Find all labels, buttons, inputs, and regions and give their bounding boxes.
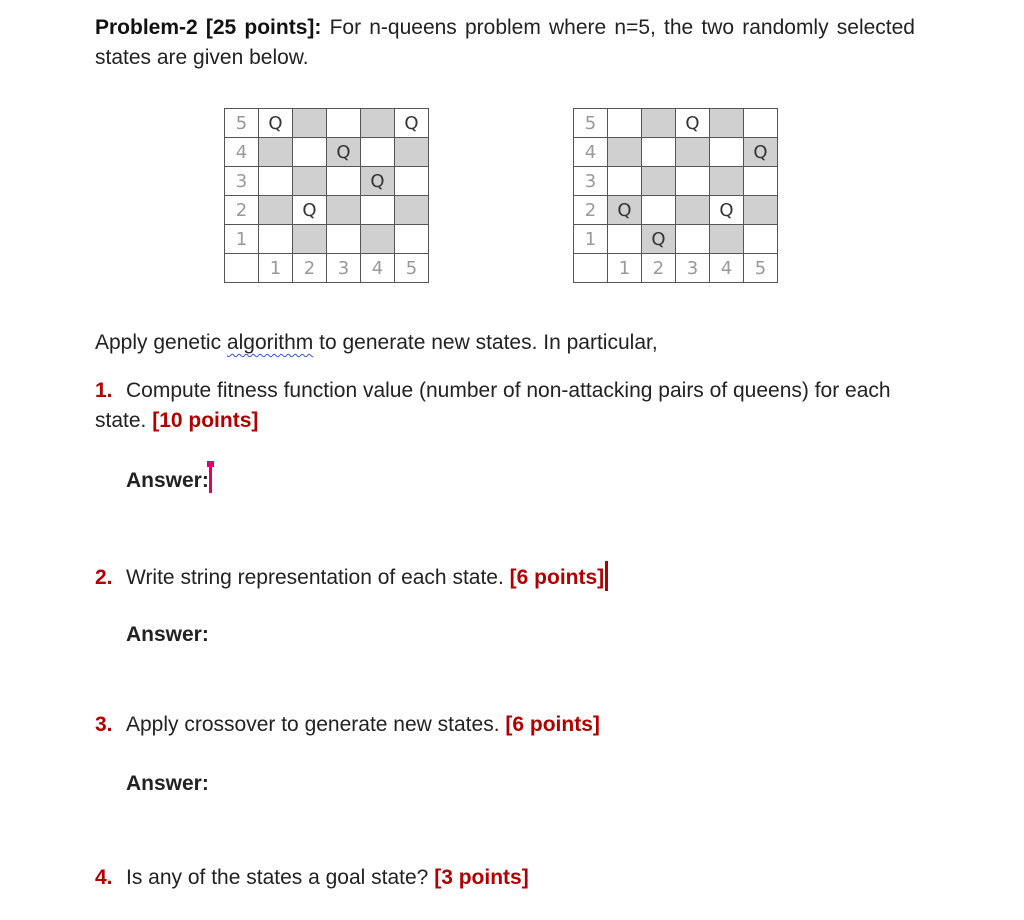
board-cell — [259, 138, 293, 167]
problem-intro — [95, 13, 915, 73]
board-cell — [744, 196, 778, 225]
board-cell — [395, 225, 429, 254]
row-label: 3 — [225, 167, 259, 196]
row-label: 2 — [225, 196, 259, 225]
queen-cell: Q — [744, 138, 778, 167]
board-row — [225, 109, 429, 138]
board-row — [574, 225, 778, 254]
row-label: 1 — [225, 225, 259, 254]
board-state-1 — [224, 108, 429, 283]
corner-cell — [574, 254, 608, 283]
problem-title: Problem-2 [25 points]: — [95, 16, 322, 39]
board-cell — [676, 167, 710, 196]
row-label: 2 — [574, 196, 608, 225]
board-row — [225, 196, 429, 225]
board-cell — [361, 225, 395, 254]
board-cell — [676, 225, 710, 254]
board-cell — [293, 109, 327, 138]
queen-cell: Q — [608, 196, 642, 225]
board-row — [225, 167, 429, 196]
row-label: 4 — [225, 138, 259, 167]
column-label: 5 — [395, 254, 429, 283]
board-cell — [642, 196, 676, 225]
question-points: [6 points] — [505, 713, 600, 736]
board-cell — [642, 138, 676, 167]
board-cell — [259, 196, 293, 225]
board-cell — [293, 167, 327, 196]
column-label: 2 — [293, 254, 327, 283]
board-row — [574, 196, 778, 225]
board-cell — [710, 138, 744, 167]
queen-cell: Q — [259, 109, 293, 138]
board-cell — [395, 196, 429, 225]
corner-cell — [225, 254, 259, 283]
board-cell — [327, 196, 361, 225]
question-points: [3 points] — [434, 866, 529, 889]
board-state-2 — [573, 108, 778, 283]
board-cell — [608, 138, 642, 167]
column-label: 1 — [608, 254, 642, 283]
problem-text: For n-queens problem where n=5, the two randomly selected states are given below. — [95, 16, 915, 69]
question-2: 2. Write string representation of each state. [6 points] — [95, 561, 915, 593]
column-label: 3 — [327, 254, 361, 283]
board-row — [225, 225, 429, 254]
text-cursor — [605, 561, 608, 591]
column-label-row — [225, 254, 429, 283]
board-cell — [744, 109, 778, 138]
board-cell — [293, 138, 327, 167]
row-label: 5 — [574, 109, 608, 138]
column-label: 3 — [676, 254, 710, 283]
queen-cell: Q — [361, 167, 395, 196]
queen-cell: Q — [327, 138, 361, 167]
board-cell — [744, 225, 778, 254]
row-label: 1 — [574, 225, 608, 254]
board-row — [574, 138, 778, 167]
board-cell — [744, 167, 778, 196]
board-cell — [710, 109, 744, 138]
board-cell — [608, 225, 642, 254]
board-row — [574, 167, 778, 196]
column-label: 4 — [710, 254, 744, 283]
answer-3[interactable]: Answer: — [126, 772, 209, 795]
question-3: 3. Apply crossover to generate new states. [6 points] — [95, 713, 600, 736]
board-cell — [642, 109, 676, 138]
board-cell — [642, 167, 676, 196]
board-cell — [710, 225, 744, 254]
question-4: 4. Is any of the states a goal state? [3 points] — [95, 866, 529, 889]
text-cursor — [209, 465, 212, 493]
column-label-row — [574, 254, 778, 283]
board-cell — [259, 225, 293, 254]
answer-1[interactable]: Answer: — [126, 465, 212, 496]
row-label: 5 — [225, 109, 259, 138]
board-cell — [361, 138, 395, 167]
column-label: 2 — [642, 254, 676, 283]
column-label: 5 — [744, 254, 778, 283]
queen-cell: Q — [642, 225, 676, 254]
board-cell — [395, 167, 429, 196]
board-cell — [327, 225, 361, 254]
row-label: 4 — [574, 138, 608, 167]
queen-cell: Q — [676, 109, 710, 138]
board-row — [574, 109, 778, 138]
board-cell — [361, 109, 395, 138]
board-cell — [293, 225, 327, 254]
board-cell — [361, 196, 395, 225]
column-label: 4 — [361, 254, 395, 283]
column-label: 1 — [259, 254, 293, 283]
answer-2[interactable]: Answer: — [126, 623, 209, 646]
board-cell — [676, 138, 710, 167]
queen-cell: Q — [395, 109, 429, 138]
queen-cell: Q — [710, 196, 744, 225]
queen-cell: Q — [293, 196, 327, 225]
board-cell — [259, 167, 293, 196]
board-cell — [676, 196, 710, 225]
board-cell — [327, 109, 361, 138]
board-cell — [327, 167, 361, 196]
board-cell — [710, 167, 744, 196]
board-cell — [395, 138, 429, 167]
question-points: [10 points] — [152, 409, 259, 432]
row-label: 3 — [574, 167, 608, 196]
instruction-text: Apply genetic algorithm to generate new states. In particular, — [95, 331, 658, 354]
question-1: 1. Compute fitness function value (number of non-attacking pairs of queens) for each state. [10 points] — [95, 379, 891, 432]
question-points: [6 points] — [509, 566, 605, 589]
board-cell — [608, 109, 642, 138]
spellcheck-word: algorithm — [226, 331, 314, 354]
board-row — [225, 138, 429, 167]
board-cell — [608, 167, 642, 196]
